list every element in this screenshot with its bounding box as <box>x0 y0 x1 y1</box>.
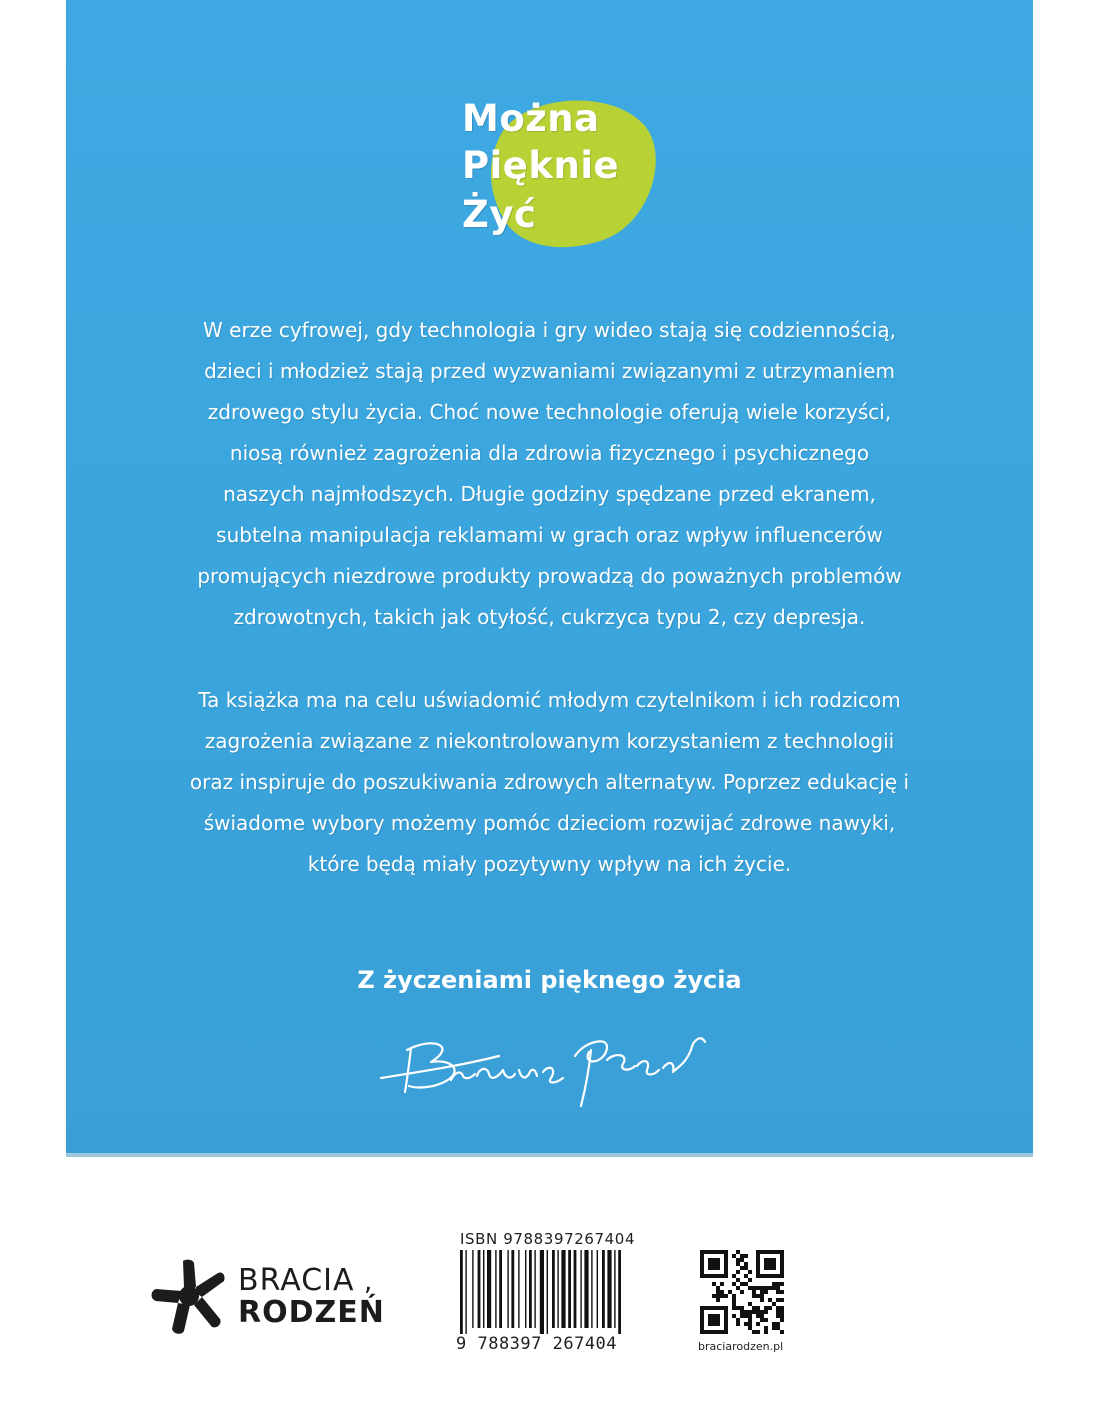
qr-module <box>756 1286 760 1290</box>
qr-module <box>776 1310 780 1314</box>
logo-text-line-2: Pięknie <box>462 144 620 187</box>
description-paragraph-1 <box>126 310 973 638</box>
paragraph-line: W erze cyfrowej, gdy technologia i gry wideo stają się codziennością, <box>203 318 896 342</box>
qr-module <box>736 1306 740 1310</box>
barcode-bar <box>561 1250 565 1328</box>
qr-module <box>748 1322 752 1326</box>
qr-module <box>760 1286 764 1290</box>
isbn-barcode-block <box>456 1230 671 1360</box>
qr-module <box>748 1318 752 1322</box>
qr-module <box>740 1266 744 1270</box>
qr-module <box>764 1330 768 1334</box>
barcode-bar <box>591 1250 592 1328</box>
qr-module <box>776 1290 780 1294</box>
paragraph-line: które będą miały pozytywny wpływ na ich życie. <box>307 852 792 876</box>
publisher-name-line-1: BRACIA <box>238 1263 355 1298</box>
qr-module <box>768 1286 772 1290</box>
qr-module <box>772 1326 776 1330</box>
qr-module <box>748 1270 752 1274</box>
barcode-bar <box>478 1250 481 1328</box>
qr-module <box>760 1314 764 1318</box>
qr-module <box>772 1286 776 1290</box>
qr-module <box>716 1290 720 1294</box>
qr-module <box>748 1310 752 1314</box>
paragraph-line: subtelna manipulacja reklamami w grach oraz wpływ influencerów <box>216 523 883 547</box>
paragraph-line: Ta książka ma na celu uświadomić młodym czytelnikom i ich rodzicom <box>198 688 901 712</box>
qr-module <box>768 1306 772 1310</box>
qr-module <box>732 1314 736 1318</box>
barcode-bar <box>552 1250 555 1328</box>
publisher-logo <box>150 1255 410 1335</box>
barcode-bar <box>614 1250 615 1328</box>
barcode-bar <box>511 1250 514 1328</box>
barcode-bar <box>499 1250 502 1328</box>
qr-module <box>744 1314 748 1318</box>
paragraph-line: zagrożenia związane z niekontrolowanym korzystaniem z technologii <box>204 729 895 753</box>
barcode-bar <box>483 1250 484 1328</box>
qr-module <box>764 1318 768 1322</box>
asterisk-star-icon <box>150 1257 228 1335</box>
qr-module <box>780 1290 784 1294</box>
barcode-bar <box>584 1250 588 1328</box>
qr-module <box>760 1318 764 1322</box>
barcode-bar <box>568 1250 571 1328</box>
qr-module <box>780 1298 784 1302</box>
qr-module <box>756 1294 760 1298</box>
qr-code <box>700 1250 784 1334</box>
paragraph-line: niosą również zagrożenia dla zdrowia fizycznego i psychicznego <box>229 441 870 465</box>
qr-module <box>744 1322 748 1326</box>
qr-module <box>772 1282 776 1286</box>
barcode-bar <box>465 1250 466 1334</box>
qr-module <box>764 1326 768 1330</box>
paragraph-line: zdrowego stylu życia. Choć nowe technologie oferują wiele korzyści, <box>207 400 892 424</box>
qr-module <box>736 1322 740 1326</box>
page-margin-left <box>0 0 66 1422</box>
isbn-digits: 9 788397 267404 <box>456 1334 618 1354</box>
paragraph-line: promujących niezdrowe produkty prowadzą do poważnych problemów <box>197 564 902 588</box>
qr-module <box>720 1294 724 1298</box>
qr-module <box>764 1306 768 1310</box>
qr-finder <box>764 1258 776 1270</box>
paragraph-line: naszych najmłodszych. Długie godziny spędzane przed ekranem, <box>223 482 876 506</box>
qr-module <box>740 1310 744 1314</box>
barcode-bar <box>507 1250 508 1328</box>
qr-module <box>736 1286 740 1290</box>
page-margin-right <box>1033 0 1100 1422</box>
qr-module <box>752 1290 756 1294</box>
isbn-barcode <box>458 1250 668 1334</box>
qr-module <box>732 1298 736 1302</box>
qr-module <box>744 1262 748 1266</box>
qr-module <box>736 1270 740 1274</box>
isbn-label: ISBN 9788397267404 <box>460 1230 636 1248</box>
qr-module <box>780 1314 784 1318</box>
qr-module <box>772 1302 776 1306</box>
series-logo <box>460 96 660 256</box>
publisher-comma: , <box>364 1267 373 1297</box>
qr-module <box>748 1302 752 1306</box>
paragraph-line: oraz inspiruje do poszukiwania zdrowych alternatyw. Poprzez edukację i <box>189 770 910 794</box>
qr-module <box>760 1310 764 1314</box>
barcode-bar <box>597 1250 598 1328</box>
qr-module <box>740 1314 744 1318</box>
qr-module <box>768 1298 772 1302</box>
qr-module <box>732 1294 736 1298</box>
qr-module <box>716 1298 720 1302</box>
qr-finder <box>708 1314 720 1326</box>
qr-module <box>764 1286 768 1290</box>
qr-module <box>740 1258 744 1262</box>
qr-module <box>732 1282 736 1286</box>
qr-module <box>736 1250 740 1254</box>
blue-cover-panel <box>66 0 1033 1153</box>
qr-module <box>740 1282 744 1286</box>
qr-module <box>744 1282 748 1286</box>
barcode-bar <box>547 1250 548 1334</box>
qr-module <box>728 1290 732 1294</box>
qr-module <box>744 1274 748 1278</box>
book-back-cover <box>66 0 1033 1422</box>
qr-module <box>740 1290 744 1294</box>
barcode-bar <box>607 1250 611 1328</box>
barcode-bar <box>557 1250 558 1328</box>
publisher-name-line-2: RODZEŃ <box>238 1295 385 1330</box>
closing-greeting: Z życzeniami pięknego życia <box>357 966 742 994</box>
qr-module <box>760 1294 764 1298</box>
qr-module <box>752 1310 756 1314</box>
qr-module <box>748 1286 752 1290</box>
qr-module <box>720 1290 724 1294</box>
qr-module <box>732 1274 736 1278</box>
qr-module <box>776 1322 780 1326</box>
qr-module <box>752 1306 756 1310</box>
qr-module <box>756 1314 760 1318</box>
qr-module <box>748 1326 752 1330</box>
qr-module <box>716 1286 720 1290</box>
qr-module <box>780 1318 784 1322</box>
qr-module <box>720 1282 724 1286</box>
qr-module <box>736 1278 740 1282</box>
qr-module <box>736 1318 740 1322</box>
qr-module <box>736 1258 740 1262</box>
qr-module <box>740 1306 744 1310</box>
qr-module <box>780 1282 784 1286</box>
logo-text-line-3: Żyć <box>462 193 537 236</box>
barcode-bar <box>602 1250 605 1328</box>
qr-module <box>716 1294 720 1298</box>
qr-module <box>748 1278 752 1282</box>
qr-module <box>744 1266 748 1270</box>
qr-module <box>780 1330 784 1334</box>
qr-module <box>776 1286 780 1290</box>
barcode-bar <box>487 1250 491 1328</box>
qr-module <box>776 1282 780 1286</box>
qr-module <box>776 1298 780 1302</box>
qr-module <box>752 1286 756 1290</box>
barcode-bar <box>574 1250 577 1328</box>
qr-module <box>740 1254 744 1258</box>
handwritten-signature <box>379 1020 719 1110</box>
qr-module <box>780 1310 784 1314</box>
qr-module <box>764 1310 768 1314</box>
description-paragraph-2 <box>126 680 973 885</box>
barcode-bar <box>529 1250 532 1328</box>
barcode-bar <box>525 1250 526 1328</box>
qr-module <box>776 1306 780 1310</box>
qr-module <box>724 1294 728 1298</box>
qr-module <box>776 1314 780 1318</box>
qr-module <box>764 1290 768 1294</box>
qr-module <box>736 1262 740 1266</box>
qr-module <box>756 1306 760 1310</box>
paragraph-line: dzieci i młodzież stają przed wyzwaniami związanymi z utrzymaniem <box>204 359 895 383</box>
qr-module <box>712 1294 716 1298</box>
qr-module <box>756 1330 760 1334</box>
qr-module <box>748 1314 752 1318</box>
paragraph-line: świadome wybory możemy pomóc dzieciom rozwijać zdrowe nawyki, <box>203 811 896 835</box>
barcode-bar <box>580 1250 581 1328</box>
qr-module <box>780 1306 784 1310</box>
qr-module <box>732 1302 736 1306</box>
publisher-name <box>238 1265 385 1329</box>
qr-module <box>732 1254 736 1258</box>
barcode-bar <box>540 1250 544 1334</box>
qr-module <box>760 1290 764 1294</box>
qr-module <box>744 1310 748 1314</box>
qr-module <box>752 1294 756 1298</box>
qr-module <box>732 1306 736 1310</box>
barcode-bar <box>618 1250 621 1334</box>
qr-module <box>760 1298 764 1302</box>
website-url: braciarodzen.pl <box>698 1340 784 1353</box>
qr-module <box>756 1322 760 1326</box>
logo-text-line-1: Można <box>462 97 600 140</box>
barcode-bar <box>534 1250 535 1328</box>
qr-module <box>752 1330 756 1334</box>
qr-module <box>756 1310 760 1314</box>
qr-module <box>712 1282 716 1286</box>
barcode-bar <box>460 1250 463 1334</box>
barcode-bar <box>472 1250 473 1328</box>
barcode-bar <box>495 1250 496 1328</box>
qr-module <box>744 1254 748 1258</box>
barcode-bar <box>518 1250 519 1328</box>
qr-module <box>772 1322 776 1326</box>
qr-module <box>776 1326 780 1330</box>
qr-finder <box>708 1258 720 1270</box>
paragraph-line: zdrowotnych, takich jak otyłość, cukrzyca typu 2, czy depresja. <box>233 605 866 629</box>
